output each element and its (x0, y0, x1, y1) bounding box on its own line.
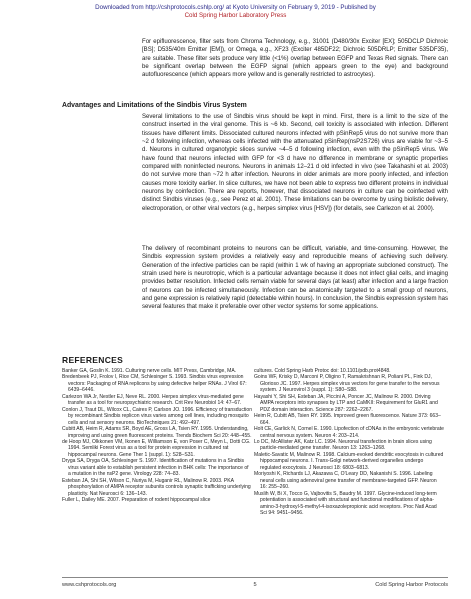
download-line (0, 4, 471, 12)
footer-divider (62, 577, 448, 578)
reference-item: Banker GA, Goslin K. 1991. Culturing nerve cells. MIT Press, Cambridge, MA. (62, 368, 237, 374)
footer-journal: Cold Spring Harbor Protocols (375, 582, 448, 588)
references-left-column (62, 368, 252, 504)
body-paragraph-limitations: Several limitations to the use of Sindbis virus should be kept in mind. First, there is a limit to the size of the construct inserted in the viral genome. This is ~6 kb. Second, cell toxicity is associated with infection. Different tissues have different limits. Dissociated cultured neurons infected with pSinRep5 virus do not survive more than ~2 d following infection, whereas cells infected with the attenuated pSinRep(nsP2S726) virus are viable for ~3–5 d. Neurons in cultured organotypic slices survive ~4–5 d following infection, even with the pSinRep5 virus. We have found that neurons infected with GFP for <3 d have no difference in membrane or synaptic properties compared with noninfected neurons. Neurons in animals 12–21 d old infected in vivo (see Takahashi et al. 2003) do not survive more than ~72 h after infection. Neurons in older animals are more poorly infected, and infection causes more toxicity earlier. In slice cultures, we have not been able to express two different proteins in individual neurons by coinfection. There are reports, however, that dissociated neurons in culture can be coinfected with distinct Sindbis viruses (e.g., see Perez et al. 2001). These limitations can be overcome by using biolistic delivery, electroporation, or other viral vectors (e.g., herpes simplex virus [HSV]) (for details, see Carlezon et al. 2000). (142, 114, 448, 212)
reference-item: de Hoop MJ, Olkkonen VM, Ikonen E, Williamson E, von Poser C, Meyn L, Dotti CG. 1994. Semliki Forest virus as a tool for protein expression in cultured rat hippocampal neurons. Gene Ther 1 (suppl. 1): S28–S31. (62, 438, 251, 458)
publisher-name: Cold Spring Harbor Laboratory Press (184, 12, 287, 19)
reference-item: Maletic-Savatic M, Malinow R. 1998. Calcium-evoked dendritic exocytosis in cultured hippocampal neurons. I. Trans-Golgi network-derived organelles undergo regulated exocytosis. J Neurosci 18: 6803–6813. (254, 451, 444, 471)
download-link[interactable]: http://cshprotocols.cshlp.org/ (145, 4, 225, 11)
download-banner (0, 4, 471, 20)
reference-item: Holt CE, Garlick N, Cornel E. 1990. Lipofection of cDNAs in the embryonic vertebrate central nervous system. Neuron 4: 203–214. (254, 426, 444, 439)
reference-item: Conlon J, Traut DL, Wilcox CL, Caires P, Carlson JO. 1996. Efficiency of transduction by recombinant Sindbis replicon virus varies among cell lines, including mosquito cells and rat sensory neurons. BioTechniques 21: 492–497. (62, 406, 252, 426)
reference-item: Cubitt AB, Heim R, Adams SR, Boyd AE, Gross LA, Tsien RY. 1995. Understanding, improving and using green fluorescent proteins. Trends Biochem Sci 20: 448–455. (62, 426, 252, 439)
body-paragraph-advantages: The delivery of recombinant proteins to neurons can be difficult, variable, and time-consuming. However, the Sindbis expression system provides a relatively easy and reproducible means of achieving such delivery. Generation of the infective particles can be rapid (within 1 wk of having an appropriate subcloned construct). The strain used here is neurotropic, which is a particular advantage because it does not infect glial cells, and imaging provides better resolution. Infected cells remain viable for several days (at least) after infection and a large fraction of neurons can be infected simultaneously. Infection can be anatomically targeted to a small group of neurons, and gene expression is relatively rapid (detectable within hours). In conclusion, the Sindbis expression system has several features that make it preferable over other vector systems for some applications. (142, 246, 448, 311)
intro-paragraph: For epifluorescence, filter sets from Chroma Technology, e.g., 31001 (D480/30x Exciter [EX]; 505DCLP Dichroic [BS]; D535/40m Emitter [EM]), or Omega, e.g., XF23 (Exciter 485DF22; Dichroic 505DRLP; Emitter 535DF35), are suitable. These filter sets produce very little (<1%) overlap between EGFP and Texas Red signals. There can be significant overlap between the EGFP signal (which appears green to the eye) and background autofluorescence (which appears more yellow and is generally restricted to astrocytes). (142, 39, 448, 79)
footer-website[interactable]: www.cshprotocols.org (62, 582, 117, 588)
reference-item: Heim R, Cubitt AB, Tsien RY. 1995. Improved green fluorescence. Nature 373: 663–664. (254, 413, 441, 426)
download-suffix: at Kyoto University on February 9, 2019 - Published by (224, 4, 376, 11)
reference-item: Esteban JA, Shi SH, Wilson C, Nuriya M, Huganir RL, Malinow R. 2003. PKA phosphorylation of AMPA receptor subunits controls synaptic trafficking underlying plasticity. Nat Neurosci 6: 136–143. (62, 477, 251, 497)
reference-item: Muslih W, Bi X, Tocco G, Vajbovitis S, Baudry M. 1997. Glycine-induced long-term potentiation is associated with structural and functional modifications of alpha-amino-3-hydroxyl-5-methyl-4-isoxazolepropionic acid receptors. Proc Natl Acad Sci 94: 9451–9456. (254, 490, 437, 516)
reference-item: Moriyoshi K, Richards LJ, Akazawa C, O'Leary DD, Nakanishi S. 1996. Labeling neural cells using adenoviral gene transfer of membrane-targeted GFP. Neuron 16: 255–260. (254, 471, 437, 491)
reference-item: Fuller L, Dailey ME. 2007. Preparation of rodent hippocampal slice (62, 497, 211, 504)
page-number: 5 (253, 582, 257, 588)
reference-item: Carlezon WA Jr, Nestler EJ, Neve RL. 2000. Herpes simplex virus-mediated gene transfer as a tool for neuropsychiatric research. Crit Rev Neurobiol 14: 47–67. (62, 393, 244, 407)
reference-item: Hayashi Y, Shi SH, Esteban JA, Piccini A, Poncer JC, Malinow R. 2000. Driving AMPA receptors into synapses by LTP and CaMKII: Requirement for GluR1 and PDZ domain interaction. Science 287: 2262–2267. (254, 393, 438, 413)
references-title: REFERENCES (62, 355, 124, 365)
reference-item: Goins WF, Krisky D, Marconi P, Oligino T, Ramakrishnan R, Poliani PL, Fink DJ, Glorioso JC. 1997. Herpes simplex virus vectors for gene transfer to the nervous system. J Neurovirol 3 (suppl. 1): S80–S88. (254, 374, 440, 394)
section-heading: Advantages and Limitations of the Sindbis Virus System (62, 102, 247, 109)
reference-item: Dryga SA, Dryga OA, Schlesinger S. 1997. Identification of mutations in a Sindbis virus variant able to establish persistent infection in BHK cells: The importance of a mutation in the nsP2 gene. Virology 228: 74–83. (62, 458, 249, 478)
reference-item: cultures. Cold Spring Harb Protoc doi: 10.1101/pdb.prot4848. (254, 368, 391, 374)
reference-item: Bredenbeek PJ, Frolov I, Rice CM, Schlesinger S. 1993. Sindbis virus expression vectors: Packaging of RNA replicons by using defective helper RNAs. J Virol 67: 6439–6446. (62, 374, 247, 394)
download-prefix: Downloaded from (95, 4, 146, 11)
reference-item: Lo DC, McAllister AK, Katz LC. 1994. Neuronal transfection in brain slices using particle-mediated gene transfer. Neuron 13: 1263–1268. (254, 438, 432, 452)
references-right-column (254, 368, 444, 516)
